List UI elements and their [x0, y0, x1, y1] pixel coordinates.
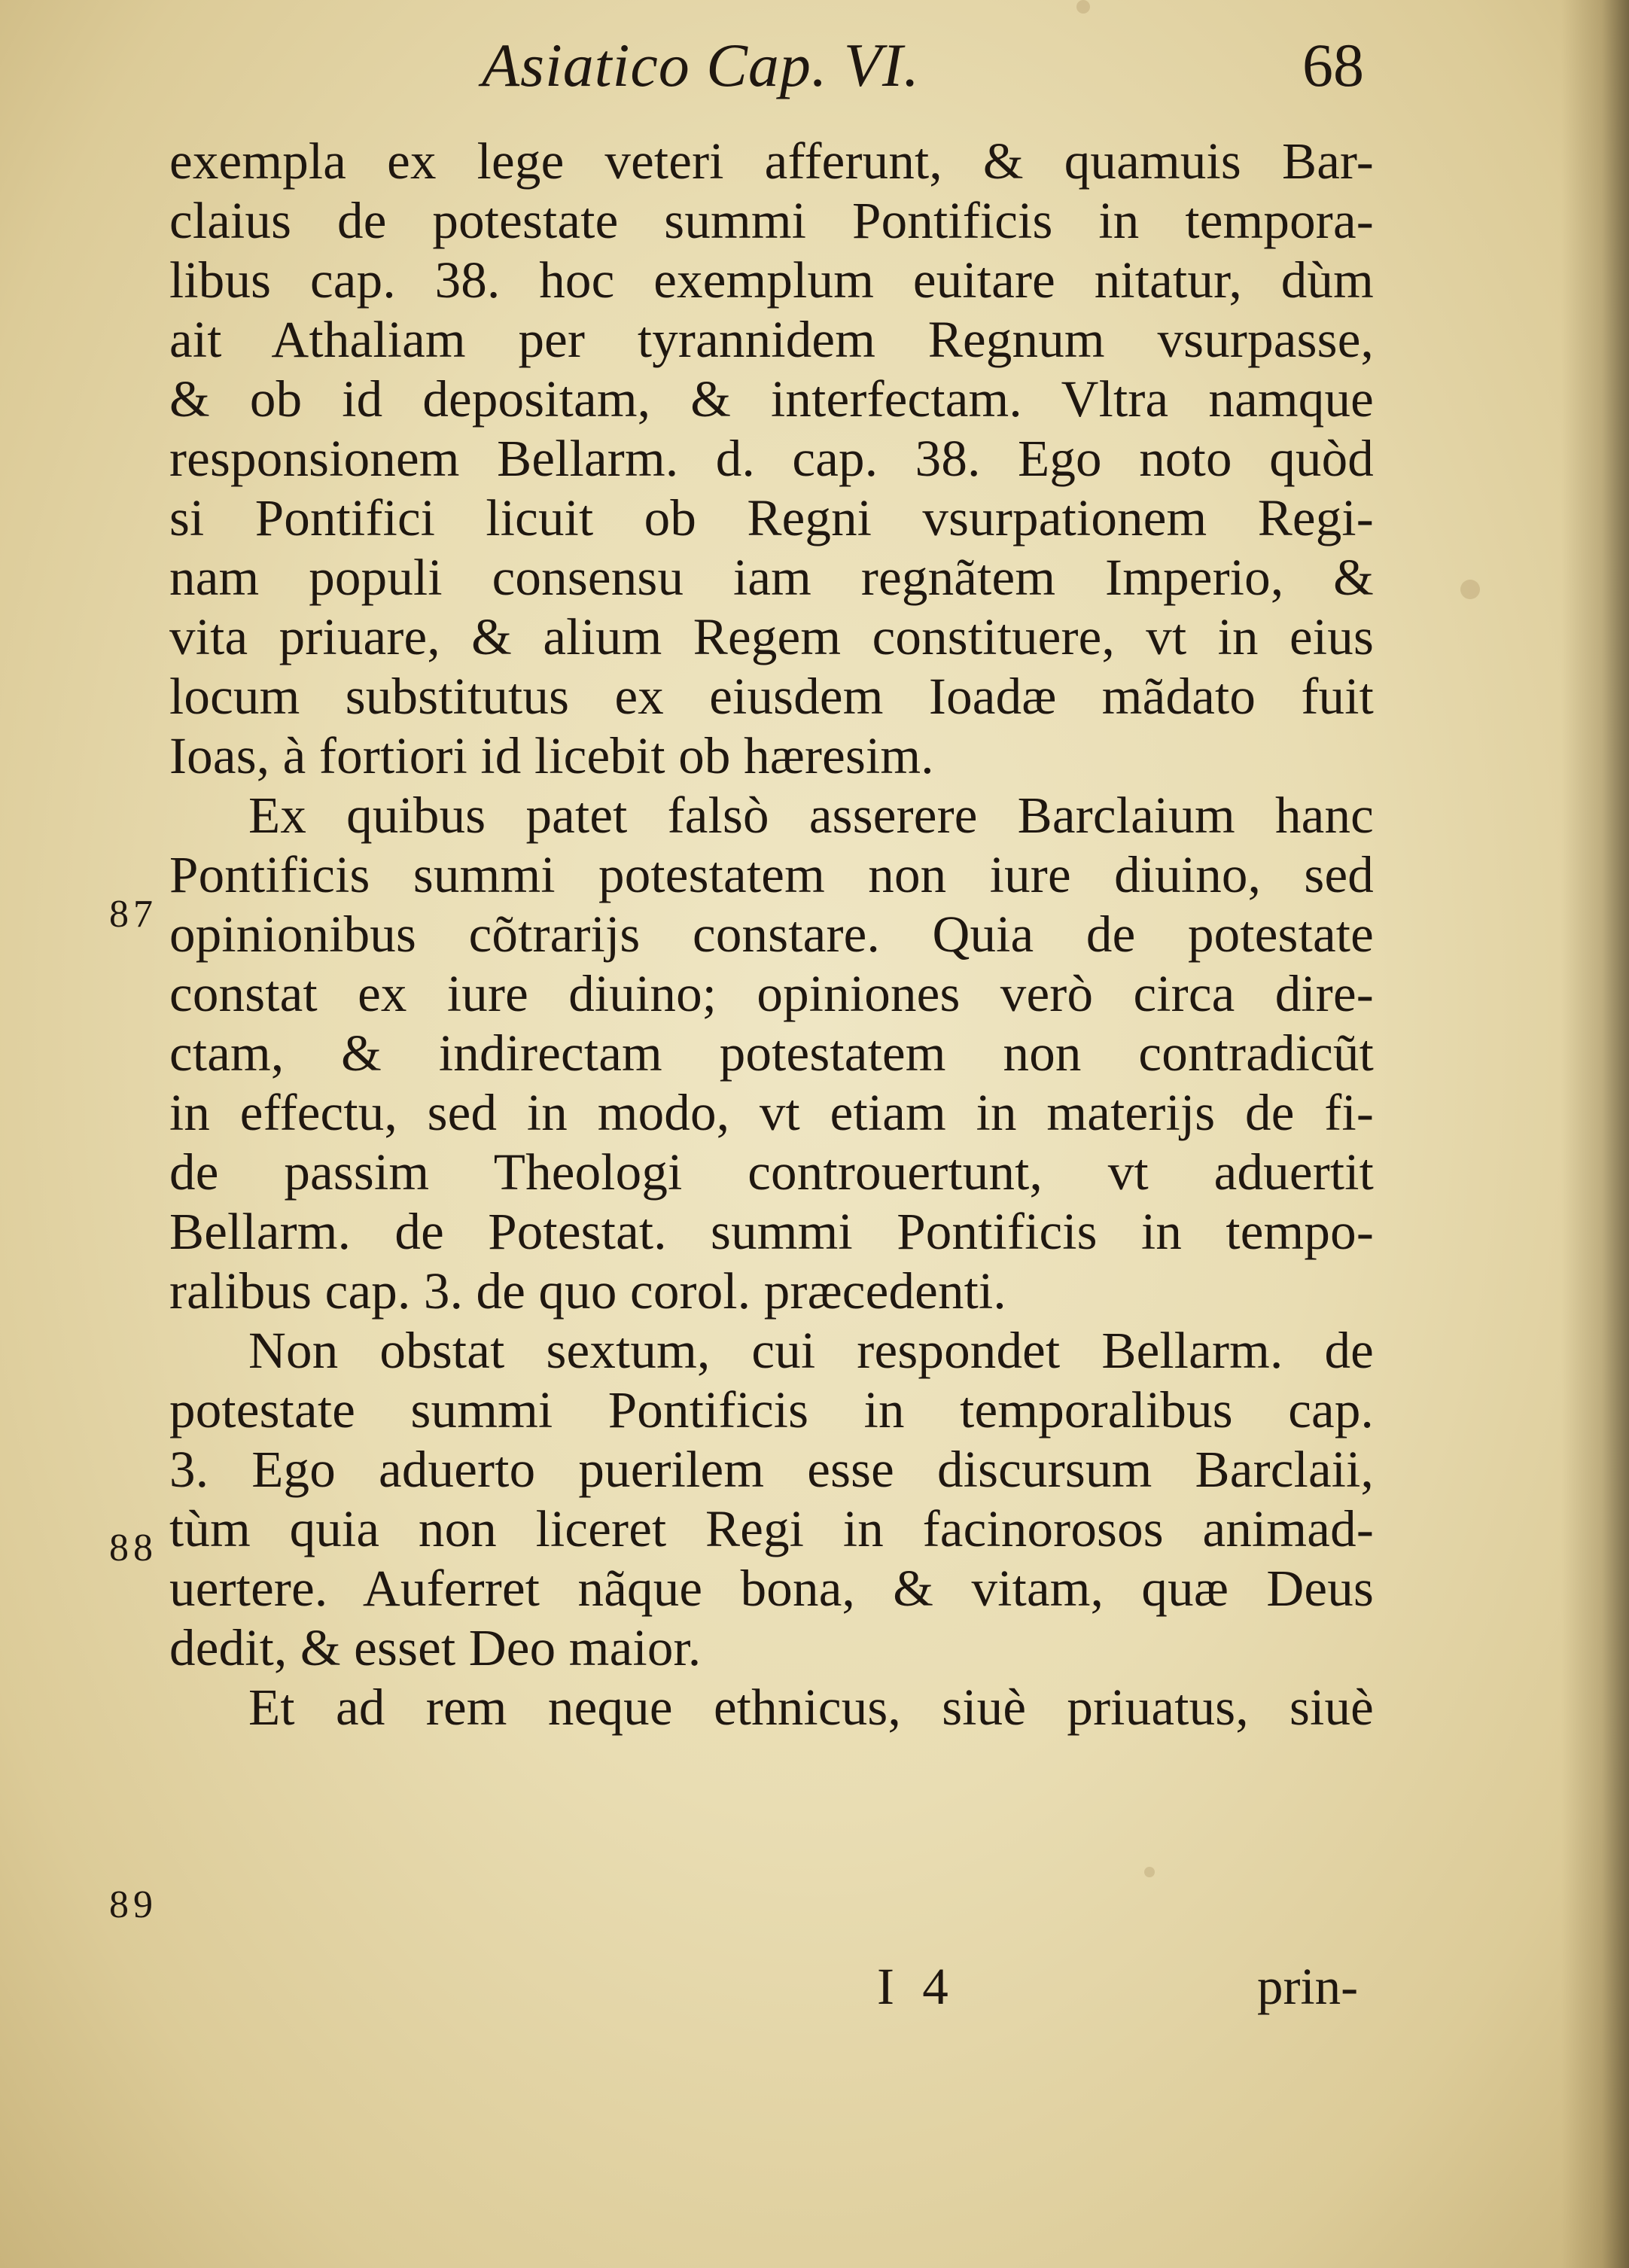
paper-stain: [1076, 0, 1090, 14]
text-line: potestate summi Pontificis in temporalibus cap.: [169, 1381, 1374, 1438]
text-line: responsionem Bellarm. d. cap. 38. Ego noto quòd: [169, 430, 1374, 487]
text-line: ctam, & indirectam potestatem non contradicũt: [169, 1024, 1374, 1082]
page-edge-shadow: [1561, 0, 1629, 2268]
text-line: nam populi consensu iam regnãtem Imperio, &: [169, 549, 1374, 606]
text-line: Ex quibus patet falsò asserere Barclaium hanc: [248, 787, 1374, 844]
text-line: Ioas, à fortiori id licebit ob hæresim.: [169, 727, 934, 784]
text-line: constat ex iure diuino; opiniones verò circa dire-: [169, 965, 1374, 1022]
paper-stain: [1460, 580, 1480, 599]
text-line: & ob id depositam, & interfectam. Vltra namque: [169, 370, 1374, 428]
text-line: ait Athaliam per tyrannidem Regnum vsurpasse,: [169, 311, 1374, 368]
text-line: Pontificis summi potestatem non iure diuino, sed: [169, 846, 1374, 903]
marginal-number: 88: [109, 1527, 157, 1569]
text-line: claius de potestate summi Pontificis in tempora-: [169, 192, 1374, 249]
text-line: uertere. Auferret nãque bona, & vitam, quæ Deus: [169, 1560, 1374, 1617]
signature-mark: I 4: [877, 1958, 956, 2015]
paper-stain: [1144, 1867, 1155, 1877]
text-line: in effectu, sed in modo, vt etiam in materijs de fi-: [169, 1084, 1374, 1141]
text-line: opinionibus cõtrarijs constare. Quia de potestate: [169, 906, 1374, 963]
text-line: Et ad rem neque ethnicus, siuè priuatus, siuè: [248, 1679, 1374, 1736]
running-head: [0, 23, 1629, 113]
page-footer: [0, 1957, 1629, 2032]
text-line: Non obstat sextum, cui respondet Bellarm. de: [248, 1322, 1374, 1379]
text-line: de passim Theologi controuertunt, vt aduertit: [169, 1143, 1374, 1201]
catchword: prin-: [1257, 1958, 1359, 2015]
page-number: 68: [1302, 31, 1364, 99]
text-line: exempla ex lege veteri afferunt, & quamuis Bar-: [169, 132, 1374, 190]
text-line: libus cap. 38. hoc exemplum euitare nitatur, dùm: [169, 251, 1374, 309]
text-line: ralibus cap. 3. de quo corol. præcedenti.: [169, 1262, 1006, 1320]
marginal-number: 89: [109, 1883, 157, 1926]
main-text: [169, 132, 1374, 1737]
text-line: locum substitutus ex eiusdem Ioadæ mãdato fuit: [169, 668, 1374, 725]
text-line: tùm quia non liceret Regi in facinorosos animad-: [169, 1500, 1374, 1557]
marginal-number: 87: [109, 893, 157, 936]
text-line: vita priuare, & alium Regem constituere, vt in eius: [169, 608, 1374, 665]
text-line: Bellarm. de Potestat. summi Pontificis in tempo-: [169, 1203, 1374, 1260]
running-title: Asiatico Cap. VI.: [482, 31, 920, 99]
text-line: 3. Ego aduerto puerilem esse discursum Barclaii,: [169, 1441, 1374, 1498]
text-line: si Pontifici licuit ob Regni vsurpationem Regi-: [169, 489, 1374, 546]
text-line: dedit, & esset Deo maior.: [169, 1619, 702, 1676]
